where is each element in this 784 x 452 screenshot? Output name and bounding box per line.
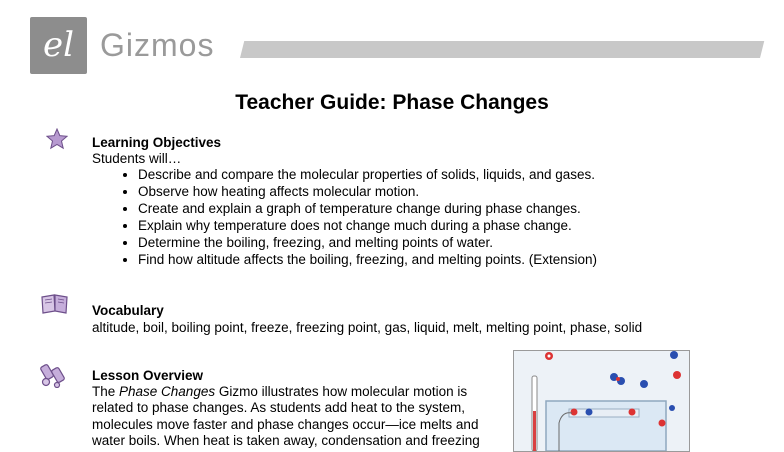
objectives-heading: Learning Objectives: [92, 135, 222, 150]
molecule-illustration: [514, 351, 689, 451]
list-item: • Determine the boiling, freezing, and melting points of water.: [138, 234, 738, 251]
book-icon: [40, 293, 70, 315]
list-item: • Find how altitude affects the boiling, freezing, and melting points. (Extension): [138, 251, 738, 268]
vocabulary-heading: Vocabulary: [92, 303, 164, 318]
header-bar: [240, 41, 764, 58]
list-item: • Explain why temperature does not change much during a phase change.: [138, 217, 738, 234]
overview-heading: Lesson Overview: [92, 368, 204, 383]
gizmos-logo: [30, 17, 87, 74]
overview-text-rest: Gizmo illustrates how molecular motion is related to phase changes. As students add heat to the system, molecules move faster and phase changes occur—ice melts and water boils. When heat is taken away, condensation and freezing: [92, 384, 480, 448]
gizmo-screenshot: [513, 350, 690, 452]
objectives-list: [110, 166, 738, 268]
overview-text: [92, 384, 512, 449]
list-item: • Describe and compare the molecular properties of solids, liquids, and gases.: [138, 166, 738, 183]
logo-glyph: el: [43, 25, 74, 65]
overview-text-start: The: [92, 384, 120, 399]
binoculars-icon: [40, 362, 68, 388]
list-item: • Observe how heating affects molecular motion.: [138, 183, 738, 200]
page-title: Teacher Guide: Phase Changes: [235, 91, 549, 114]
brand-name: Gizmos: [100, 27, 215, 63]
vocabulary-terms: altitude, boil, boiling point, freeze, freezing point, gas, liquid, melt, melting point, phase, solid: [92, 320, 643, 335]
objectives-intro: Students will…: [92, 151, 182, 166]
gizmo-name: Phase Changes: [119, 384, 216, 399]
star-icon: [46, 128, 68, 150]
list-item: • Create and explain a graph of temperature change during phase changes.: [138, 200, 738, 217]
